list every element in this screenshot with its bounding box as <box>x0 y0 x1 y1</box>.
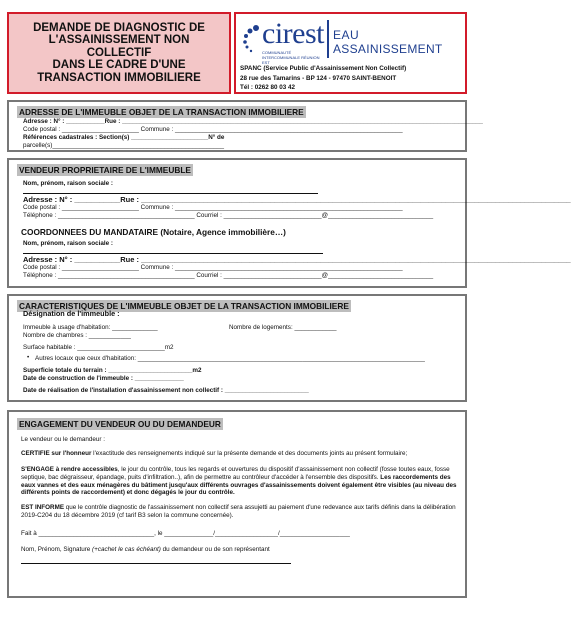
section-engagement <box>7 410 467 598</box>
designation-label: Désignation de l'immeuble : <box>23 309 120 318</box>
certifie-text: l'exactitude des renseignements indiqué sur la présente demande et des documents joints au présent formulaire; <box>91 450 408 457</box>
vendeur-name-label: Nom, prénom, raison sociale : <box>23 180 113 187</box>
logo-eau: EAU <box>333 28 360 42</box>
vendeur-name-input[interactable] <box>23 193 318 194</box>
engage-text-bold: Les raccordements des eaux vannes et des eaux ménagères du bâtiment jusqu'aux différents ouvrages d'assainissements doivent également être visibles (au niveau des différents points de raccordement) et donc dégagés le jour du contrôle. <box>21 473 457 497</box>
certifie-honneur: sur l'honneur <box>49 450 92 457</box>
fait-a-le-field[interactable]: Fait à _________________________________, le ______________/__________________/____________________ <box>21 530 350 537</box>
logo-wordmark: cirest <box>262 17 324 50</box>
date-construction-field[interactable]: Date de construction de l'immeuble : ______________ <box>23 375 184 382</box>
section-adresse-immeuble <box>7 100 483 152</box>
parcelles-field[interactable]: parcelle(s)_________________________________________________ <box>23 142 224 149</box>
section-title-vendeur: VENDEUR PROPRIETAIRE DE L'IMMEUBLE <box>19 165 191 175</box>
engagement-intro: Le vendeur ou le demandeur : <box>21 436 106 443</box>
section-title-caracteristiques: CARACTERISTIQUES DE L'IMMEUBLE OBJET DE LA TRANSACTION IMMOBILIERE <box>19 301 349 311</box>
section-title-adresse: ADRESSE DE L'IMMEUBLE OBJET DE LA TRANSACTION IMMOBILIERE <box>19 107 304 117</box>
engage-text: , le jour du contrôle, tous les regards et ouvertures du dispositif d'assainissement non collectif (fosse toutes eaux, fosse septique, bac dégraisseur, épandage, puits d'infiltration..), afin de permettre au contrôleur d'accéder à l'ensemble des dispositifs. <box>21 466 450 481</box>
signature-line <box>21 546 270 554</box>
section-vendeur <box>7 158 571 288</box>
mandataire-name-label: Nom, prénom, raison sociale : <box>23 240 113 247</box>
mandataire-title: COORDONNEES DU MANDATAIRE (Notaire, Agence immobilière…) <box>21 227 286 237</box>
vendeur-adresse-field[interactable]: Adresse : N° : ___________Rue : _______________________________________________________________________________________________________ <box>23 195 571 204</box>
logo-divider <box>327 20 329 58</box>
autres-locaux-field[interactable]: Autres locaux que ceux d'habitation: __________________________________________________________________________________ <box>35 355 425 362</box>
nombre-chambres-field[interactable]: Nombre de chambres : ____________ <box>23 332 131 339</box>
bullet-icon: • <box>27 354 30 361</box>
nombre-logements-field[interactable]: Nombre de logements: ____________ <box>229 324 337 331</box>
certifie-paragraph <box>21 450 457 458</box>
contact-line-service: SPANC (Service Public d'Assainissement Non Collectif) <box>240 65 407 72</box>
contact-line-phone: Tél : 0262 80 03 42 <box>240 84 295 91</box>
section-title-engagement: ENGAGEMENT DU VENDEUR OU DU DEMANDEUR <box>19 419 221 429</box>
section-caracteristiques <box>7 294 467 402</box>
est-informe-paragraph <box>21 504 457 520</box>
signature-input[interactable] <box>21 563 291 564</box>
mandataire-name-input[interactable] <box>23 253 323 254</box>
engage-keyword: S'ENGAGE à rendre accessibles <box>21 466 118 473</box>
engage-paragraph <box>21 466 457 497</box>
document-title-box <box>7 12 231 94</box>
contact-block <box>240 64 406 93</box>
mandataire-telephone-courriel-field[interactable]: Téléphone : _______________________________________ Courriel : ____________________________@______________________________ <box>23 272 434 279</box>
references-cadastrales-field[interactable]: Références cadastrales : Section(s) ______________________N° de <box>23 134 225 141</box>
signature-cachet: (+cachet le cas échéant) <box>92 546 161 553</box>
surface-habitable-field[interactable]: Surface habitable : _________________________m2 <box>23 344 174 351</box>
adresse-field[interactable]: Adresse : N° : ___________Rue : _______________________________________________________________________________________________________ <box>23 118 483 125</box>
logo-assainissement: ASSAINISSEMENT <box>333 42 443 56</box>
contact-line-address: 28 rue des Tamarins - BP 124 - 97470 SAINT-BENOIT <box>240 74 397 82</box>
superficie-terrain-field[interactable]: Superficie totale du terrain : ________________________m2 <box>23 367 202 374</box>
code-postal-commune-field[interactable]: Code postal : ______________________ Commune : _________________________________________________________________ <box>23 126 403 133</box>
mandataire-adresse-field[interactable]: Adresse : N° : ___________Rue : _______________________________________________________________________________________________________ <box>23 255 571 264</box>
mandataire-code-postal-field[interactable]: Code postal : ______________________ Commune : _________________________________________________________________ <box>23 264 403 271</box>
vendeur-telephone-courriel-field[interactable]: Téléphone : _______________________________________ Courriel : ____________________________@______________________________ <box>23 212 434 219</box>
signature-label: Nom, Prénom, Signature <box>21 546 93 553</box>
title-line-4: DANS LE CADRE D'UNE <box>52 59 186 72</box>
usage-habitation-field[interactable]: Immeuble à usage d'habitation: _____________ <box>23 324 158 331</box>
est-informe-text: que le contrôle diagnostic de l'assainissement non collectif sera assujetti au paiement d'une redevance aux tarifs définis dans la délibération 2019-C204 du 18 décembre 2019 (cf tarif B3 selon la commune concernée). <box>21 504 456 519</box>
certifie-keyword: CERTIFIE <box>21 450 50 457</box>
date-installation-field[interactable]: Date de réalisation de l'installation d'assainissement non collectif : ________________________ <box>23 387 309 394</box>
cirest-logo-icon <box>242 24 264 54</box>
title-line-3: COLLECTIF <box>86 46 152 59</box>
title-line-2: L'ASSAINISSEMENT NON <box>48 34 190 47</box>
title-line-1: DEMANDE DE DIAGNOSTIC DE <box>33 21 205 34</box>
signature-representant: du demandeur ou de son représentant <box>160 546 270 553</box>
logo-subtitle: COMMUNAUTÉ INTERCOMMUNALE RÉUNION EST <box>262 50 320 65</box>
est-informe-keyword: EST INFORME <box>21 504 65 511</box>
vendeur-code-postal-field[interactable]: Code postal : ______________________ Commune : _________________________________________________________________ <box>23 204 403 211</box>
title-line-5: TRANSACTION IMMOBILIERE <box>37 71 201 84</box>
